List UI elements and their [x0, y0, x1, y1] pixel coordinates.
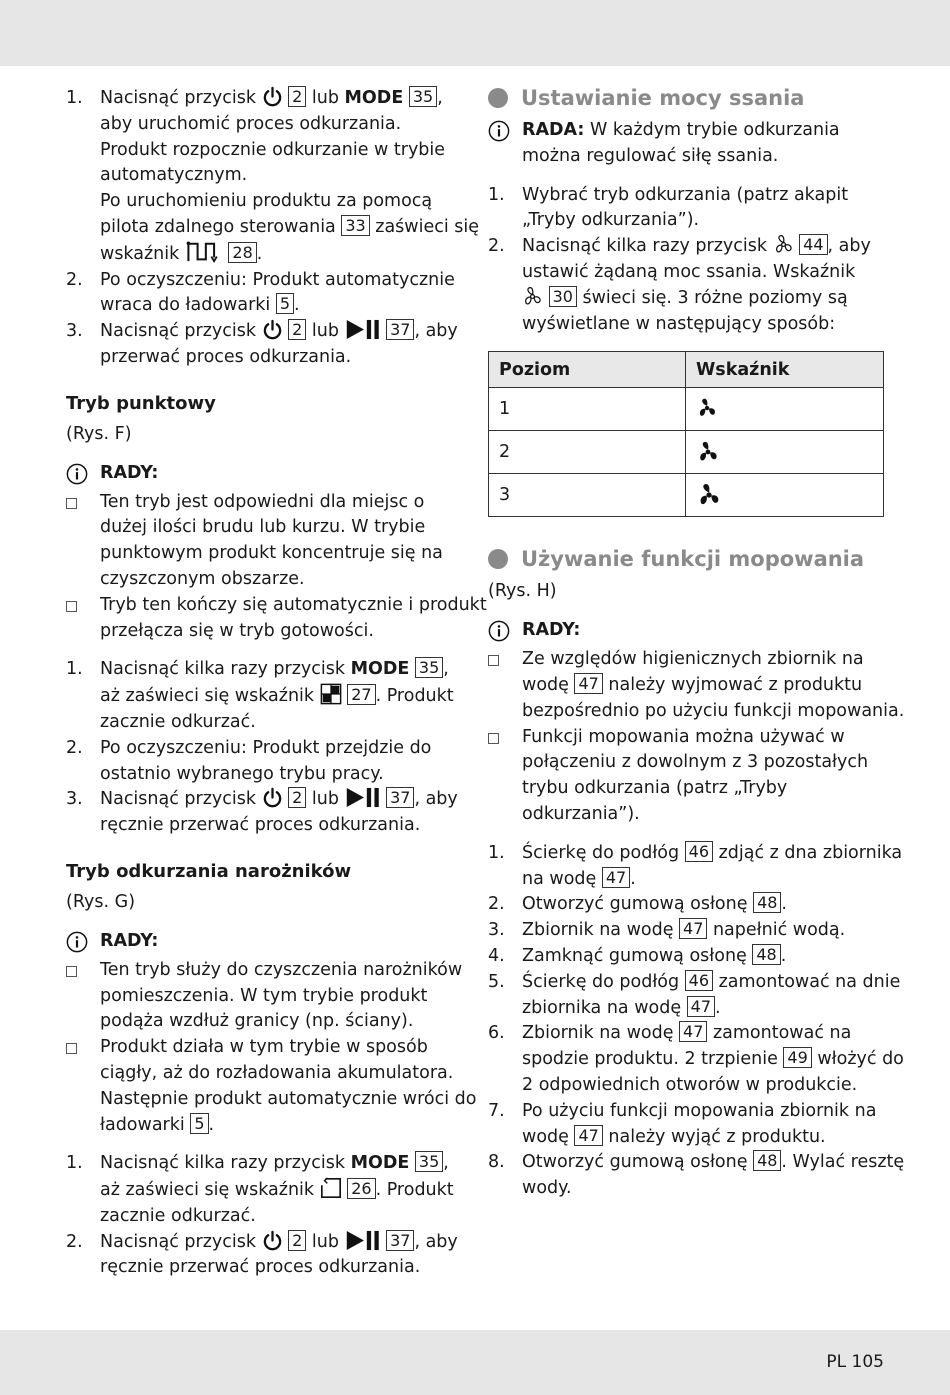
- suction-level-table: [488, 351, 884, 517]
- table-row: 3: [489, 474, 884, 517]
- figure-ref: (Rys. H): [488, 581, 557, 602]
- bullet-box-icon: [66, 601, 77, 612]
- power-icon: [262, 86, 283, 107]
- info-icon: [488, 620, 510, 642]
- corner-mode-title: Tryb odkurzania narożników: [66, 860, 352, 882]
- info-icon: [66, 463, 88, 485]
- spot-mode-title: Tryb punktowy: [66, 392, 216, 414]
- power-icon: [262, 787, 283, 808]
- bullet-box-icon: [488, 655, 499, 666]
- play-pause-icon: [345, 319, 381, 340]
- ref-box: 2: [288, 86, 306, 107]
- info-icon: [66, 931, 88, 953]
- step-2: 2. Po oczyszczeniu: Produkt automatycznie wraca do ładowarki 5 .: [66, 269, 455, 316]
- fan-icon: [522, 286, 543, 307]
- figure-ref: (Rys. G): [66, 891, 136, 912]
- header-band: [0, 0, 950, 66]
- right-column: Ustawianie mocy ssania RADA: W każdym trybie odkurzania można regulować siłę ssania. 1. Wybrać tryb odkurzania (patrz akapit „Tryby odkurzania”). 2. Nacisnąć kilka razy przycisk 44 , aby ustawić żądaną moc ssania. Wskaźnik 30 świeci się. 3 różne poziomy są wyświetlane w następujący sposób: Poziom Wskaźnik 1 2 3 Używanie funkcji mopowania (Rys. H) RADY: Ze względów higienicznych zbiornik na wodę 47 należy wyjmować z produktu bezpośrednio po użyciu funkcji mopowania. Funkcji mopowania można używać w połączeniu z dowolnym z 3 pozostałych trybu odkurzania (patrz „Tryby odkurzania”). 1. Ścierkę do podłóg 46 zdjąć z dna zbiornika na wodę 47 . 2. Otworzyć gumową osłonę 48 . 3. Zbiornik na wodę 47 napełnić wodą. 4. Zamknąć gumową osłonę 48 . 5. Ścierkę do podłóg 46 zamontować na dnie zbiornika na wodę 47 . 6. Zbiornik na wodę 47 zamontować na spodzie produktu. 2 trzpienie 49 włożyć do 2 odpowiednich otworów w produkcie. 7. Po użyciu funkcji mopowania zbiornik na wodę 47 należy wyjąć z produktu. 8. Otworzyć gumową osłonę 48 . Wylać resztę wody.: [488, 86, 905, 1199]
- tip-item: Ze względów higienicznych zbiornik na wodę 47 należy wyjmować z produktu bezpośrednio po użyciu funkcji mopowania.: [488, 647, 884, 724]
- fan-icon: [773, 234, 794, 255]
- step-1: 1. Nacisnąć przycisk 2 lub MODE 35 , aby uruchomić proces odkurzania. Produkt rozpocznie odkurzanie w trybie automatycznym. Po uruchomieniu produktu za pomocą pilota zdalnego sterowania 33 zaświeci się wskaźnik 28 .: [66, 87, 480, 264]
- tip-item: Funkcji mopowania można używać w połączeniu z dowolnym z 3 pozostałych trybu odkurzania (patrz „Tryby odkurzania”).: [488, 725, 884, 828]
- step-3: 3. Nacisnąć przycisk 2 lub 37 , aby przerwać proces odkurzania.: [66, 320, 458, 367]
- table-row: 1: [489, 388, 884, 431]
- info-icon: [488, 120, 510, 142]
- fan-level-2-icon: [696, 440, 720, 464]
- bullet-box-icon: [66, 1043, 77, 1054]
- bullet-box-icon: [488, 733, 499, 744]
- page-number: PL 105: [826, 1352, 884, 1372]
- zigzag-icon: [185, 241, 223, 263]
- fan-level-1-icon: [696, 397, 720, 421]
- figure-ref: (Rys. F): [66, 423, 132, 444]
- fan-level-3-icon: [696, 482, 722, 508]
- power-icon: [262, 319, 283, 340]
- spot-mode-icon: [320, 683, 342, 705]
- play-pause-icon: [345, 787, 381, 808]
- corner-mode-icon: [320, 1177, 342, 1199]
- table-row: 2: [489, 431, 884, 474]
- table-header: Wskaźnik: [686, 352, 884, 388]
- tip-item: Ten tryb jest odpowiedni dla miejsc o dużej ilości brudu lub kurzu. W trybie punktowym produkt koncentruje się na czyszczonym obszarze.: [66, 490, 458, 593]
- section-bullet-icon: [488, 549, 508, 569]
- power-icon: [262, 1230, 283, 1251]
- bullet-box-icon: [66, 966, 77, 977]
- left-column: 1. Nacisnąć przycisk 2 lub MODE 35 , aby uruchomić proces odkurzania. Produkt rozpocznie odkurzanie w trybie automatycznym. Po uruchomieniu produktu za pomocą pilota zdalnego sterowania 33 zaświeci się wskaźnik 28 . 2. Po oczyszczeniu: Produkt automatycznie wraca do ładowarki 5 . 3. Nacisnąć przycisk 2 lub 37 , aby przerwać proces odkurzania. Tryb punktowy (Rys. F) RADY: Ten tryb jest odpowiedni dla miejsc o dużej ilości brudu lub kurzu. W trybie punktowym produkt koncentruje się na czyszczonym obszarze. Tryb ten kończy się automatycznie i produkt przełącza się w tryb gotowości. 1. Nacisnąć kilka razy przycisk MODE 35 , aż zaświeci się wskaźnik 27 . Produkt zacznie odkurzać. 2. Po oczyszczeniu: Produkt przejdzie do ostatnio wybranego trybu pracy. 3. Nacisnąć przycisk 2 lub 37 , aby ręcznie przerwać proces odkurzania. Tryb odkurzania narożników (Rys. G) RADY: Ten tryb służy do czyszczenia narożników pomieszczenia. W tym trybie produkt podąża wzdłuż granicy (np. ściany). Produkt działa w tym trybie w sposób ciągły, aż do rozładowania akumulatora. Następnie produkt automatycznie wróci do ładowarki 5 . 1. Nacisnąć kilka razy przycisk MODE 35 , aż zaświeci się wskaźnik 26 . Produkt zacznie odkurzać. 2. Nacisnąć przycisk 2 lub 37 , aby ręcznie przerwać proces odkurzania.: [66, 87, 487, 1278]
- ref-box: 35: [409, 86, 437, 107]
- tip-item: Ten tryb służy do czyszczenia narożników pomieszczenia. W tym trybie produkt podąża wzdłuż granicy (np. ściany).: [66, 958, 458, 1035]
- footer-band: [0, 1330, 950, 1395]
- play-pause-icon: [345, 1230, 381, 1251]
- mop-section-title: Używanie funkcji mopowania: [488, 545, 884, 573]
- bullet-box-icon: [66, 498, 77, 509]
- tip-item: Tryb ten kończy się automatycznie i produkt przełącza się w tryb gotowości.: [66, 593, 458, 645]
- suction-section-title: Ustawianie mocy ssania: [488, 84, 884, 112]
- tip-item: Produkt działa w tym trybie w sposób ciągły, aż do rozładowania akumulatora. Następnie produkt automatycznie wróci do ładowarki 5 .: [66, 1035, 458, 1138]
- table-header: Poziom: [489, 352, 686, 388]
- section-bullet-icon: [488, 88, 508, 108]
